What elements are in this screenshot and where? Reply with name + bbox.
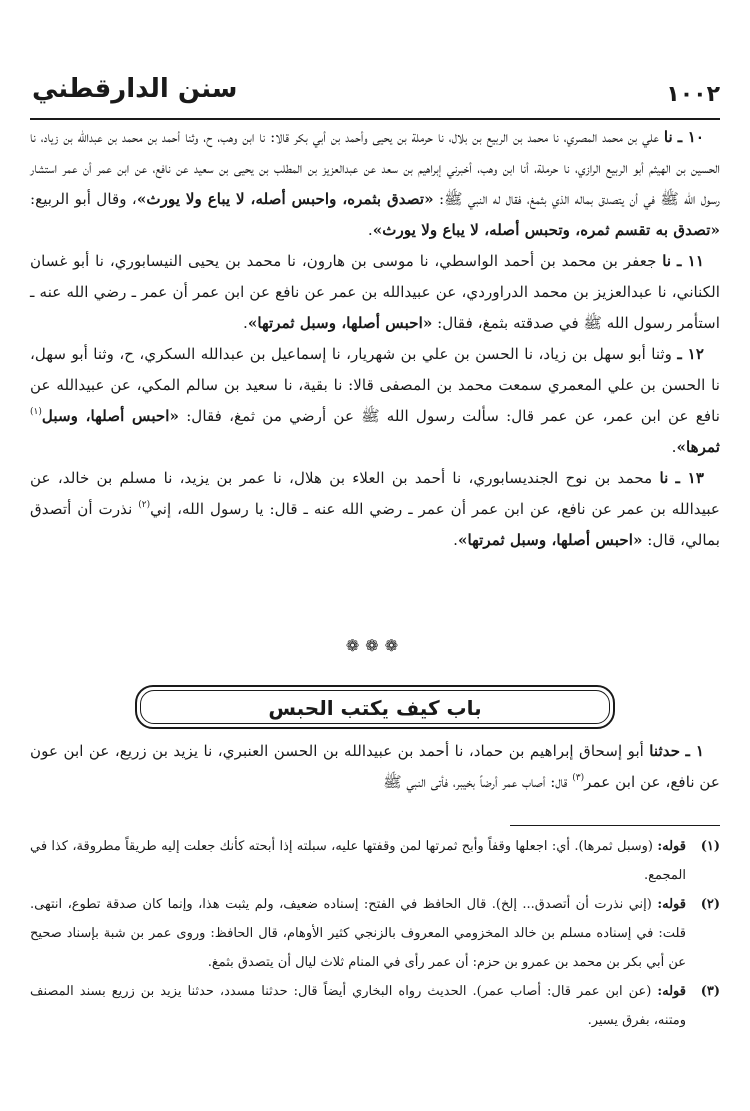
hadith-number: ١ ـ bbox=[685, 742, 704, 760]
book-title: سنن الدارقطني bbox=[32, 74, 238, 104]
hadith-number: ١٢ ـ bbox=[677, 345, 704, 363]
footnote-item bbox=[30, 977, 720, 1035]
hadith-text: محمد بن نوح الجنديسابوري، نا أحمد بن العلاء بن هلال، نا عمر بن يزيد، نا مسلم بن خالد، عن عبيدالله بن عمر عن نافع، عن ابن عمر أن عمر ـ رضي الله عنه ـ قال: يا رسول الله، إني bbox=[30, 469, 720, 518]
footnote-body: (عن ابن عمر قال: أصاب عمر). الحديث رواه البخاري أيضاً قال: حدثنا مسدد، حدثنا يزيد بن زريع بسند المصنف ومتنه، بفرق يسير. bbox=[30, 984, 686, 1028]
footnote-label: قوله: bbox=[657, 897, 686, 912]
footnote-ref: (٣) bbox=[572, 773, 585, 783]
page-header bbox=[30, 72, 720, 116]
footnote-number: (١) bbox=[700, 839, 720, 854]
hadith-quote: نا bbox=[663, 128, 673, 146]
hadith-quote: «احبس أصلها، وسبل bbox=[41, 407, 180, 425]
hadith-quote: ثمرها» bbox=[676, 438, 720, 456]
hadith-text: علي بن محمد المصري، نا محمد بن الربيع بن بلال، نا حرملة بن يحيى وأحمد بن أبي بكر قالا: نا ابن وهب، ح، وثنا أحمد بن محمد بن عبدالله بن زياد، نا الحسين بن الهيثم أبو الربيع الرازي، نا حرملة، أنا ابن وهب، أخبرني إبراهيم بن سعد عن عبدالعزيز بن المطلب بن يحيى بن سعيد عن نافع، عن ابن عمر أن عمر استشار رسول الله ﷺ في أن يتصدق بماله الذي بثمغ، فقال له النبي ﷺ: bbox=[30, 128, 720, 208]
hadith-paragraph bbox=[30, 246, 720, 339]
hadith-text: . bbox=[671, 438, 677, 456]
hadith-quote: نا bbox=[662, 252, 672, 270]
chapter-hadith-paragraph bbox=[30, 736, 720, 798]
hadith-quote: نا bbox=[659, 469, 669, 487]
hadith-paragraph bbox=[30, 122, 720, 246]
hadith-paragraph bbox=[30, 339, 720, 463]
footnote-body: (وسبل ثمرها). أي: اجعلها وقفاً وأبح ثمرتها لمن وقفتها عليه، سبلته إذا أبحته كأنك جعلت إليه طريقاً مطروقة، كذا في المجمع. bbox=[30, 839, 686, 883]
footnote-ref: (١) bbox=[30, 407, 42, 417]
footnotes bbox=[30, 832, 720, 1035]
footnote-body: (إني نذرت أن أتصدق... إلخ). قال الحافظ في الفتح: إسناده ضعيف، ولم يثبت هذا، وإنما كان صدقة تطوع، انتهى. قلت: في إسناده مسلم بن خالد المخزومي المعروف بالزنجي كثير الأوهام، قال الحافظ: وروى عمر بن شبة بإسناد صحيح عن أبي بكر بن محمد بن عمرو بن حزم: أن عمر رأى في المنام ثلاث ليال أن يتصدق بثمغ. bbox=[30, 897, 686, 970]
hadith-quote: «احبس أصلها، وسبل ثمرتها» bbox=[247, 314, 433, 332]
hadith-text: جعفر بن محمد بن أحمد الواسطي، نا موسى بن هارون، نا محمد بن يحيى النيسابوري، نا أبو غسان الكناني، نا عبدالعزيز بن محمد الدراوردي، عن عبيدالله بن عمر عن نافع عن ابن عمر أن عمر ـ رضي الله عنه ـ استأمر رسول الله ﷺ في صدقته بثمغ، فقال: bbox=[30, 252, 720, 332]
hadith-number: ١١ ـ bbox=[676, 252, 704, 270]
footnote-item bbox=[30, 890, 720, 977]
chapter-heading-frame bbox=[135, 685, 615, 729]
footnote-text bbox=[30, 890, 686, 977]
hadith-text: أبو إسحاق إبراهيم بن حماد، نا أحمد بن عبيدالله بن الحسن العنبري، نا يزيد بن زريع، عن ابن عون عن نافع، عن ابن عمر bbox=[30, 742, 720, 791]
hadith-list bbox=[30, 122, 720, 556]
footnote-item bbox=[30, 832, 720, 890]
hadith-text: وثنا أبو سهل بن زياد، نا الحسن بن علي بن شهريار، نا إسماعيل بن عبدالله السكري، ح، وثنا أبو سهل، نا الحسن بن علي المعمري سمعت محمد بن المصفى قالا: نا بقية، نا سعيد بن سالم المكي، عن عبيدالله عن نافع عن ابن عمر، عن عمر قال: سألت رسول الله ﷺ عن أرضي من ثمغ، فقال: bbox=[30, 345, 720, 425]
hadith-quote: حدثنا bbox=[649, 742, 681, 760]
hadith-text: . bbox=[453, 531, 458, 549]
chapter-hadith bbox=[30, 736, 720, 798]
footnote-separator bbox=[510, 825, 720, 826]
hadith-paragraph bbox=[30, 463, 720, 556]
footnote-label: قوله: bbox=[657, 839, 686, 854]
footnote-label: قوله: bbox=[657, 984, 686, 999]
hadith-number: ١٠ ـ bbox=[677, 128, 705, 146]
hadith-text: قال: أصاب عمر أرضاً بخيبر، فأتى النبي ﷺ bbox=[383, 773, 573, 791]
hadith-text: . bbox=[367, 221, 373, 239]
footnote-text bbox=[30, 832, 686, 890]
footnote-ref: (٢) bbox=[138, 500, 151, 510]
hadith-text: ، وقال أبو الربيع: bbox=[30, 190, 137, 208]
hadith-text: نذرت أن أتصدق بمالي، قال: bbox=[30, 500, 720, 549]
footnote-number: (٢) bbox=[700, 897, 720, 912]
hadith-text: . bbox=[243, 314, 248, 332]
hadith-quote: «تصدق به تقسم ثمره، وتحبس أصله، لا يباع ولا يورث» bbox=[372, 221, 720, 239]
page-number: ١٠٠٢ bbox=[666, 82, 720, 107]
hadith-quote: «تصدق بثمره، واحبس أصله، لا يباع ولا يورث» bbox=[136, 190, 434, 208]
chapter-title: باب كيف يكتب الحبس bbox=[140, 690, 610, 724]
footnote-text bbox=[30, 977, 686, 1035]
section-ornament: ❁❁❁ bbox=[345, 636, 405, 655]
hadith-quote: «احبس أصلها، وسبل ثمرتها» bbox=[458, 531, 643, 549]
hadith-number: ١٣ ـ bbox=[675, 469, 704, 487]
header-rule bbox=[30, 118, 720, 120]
footnote-number: (٣) bbox=[700, 984, 720, 999]
